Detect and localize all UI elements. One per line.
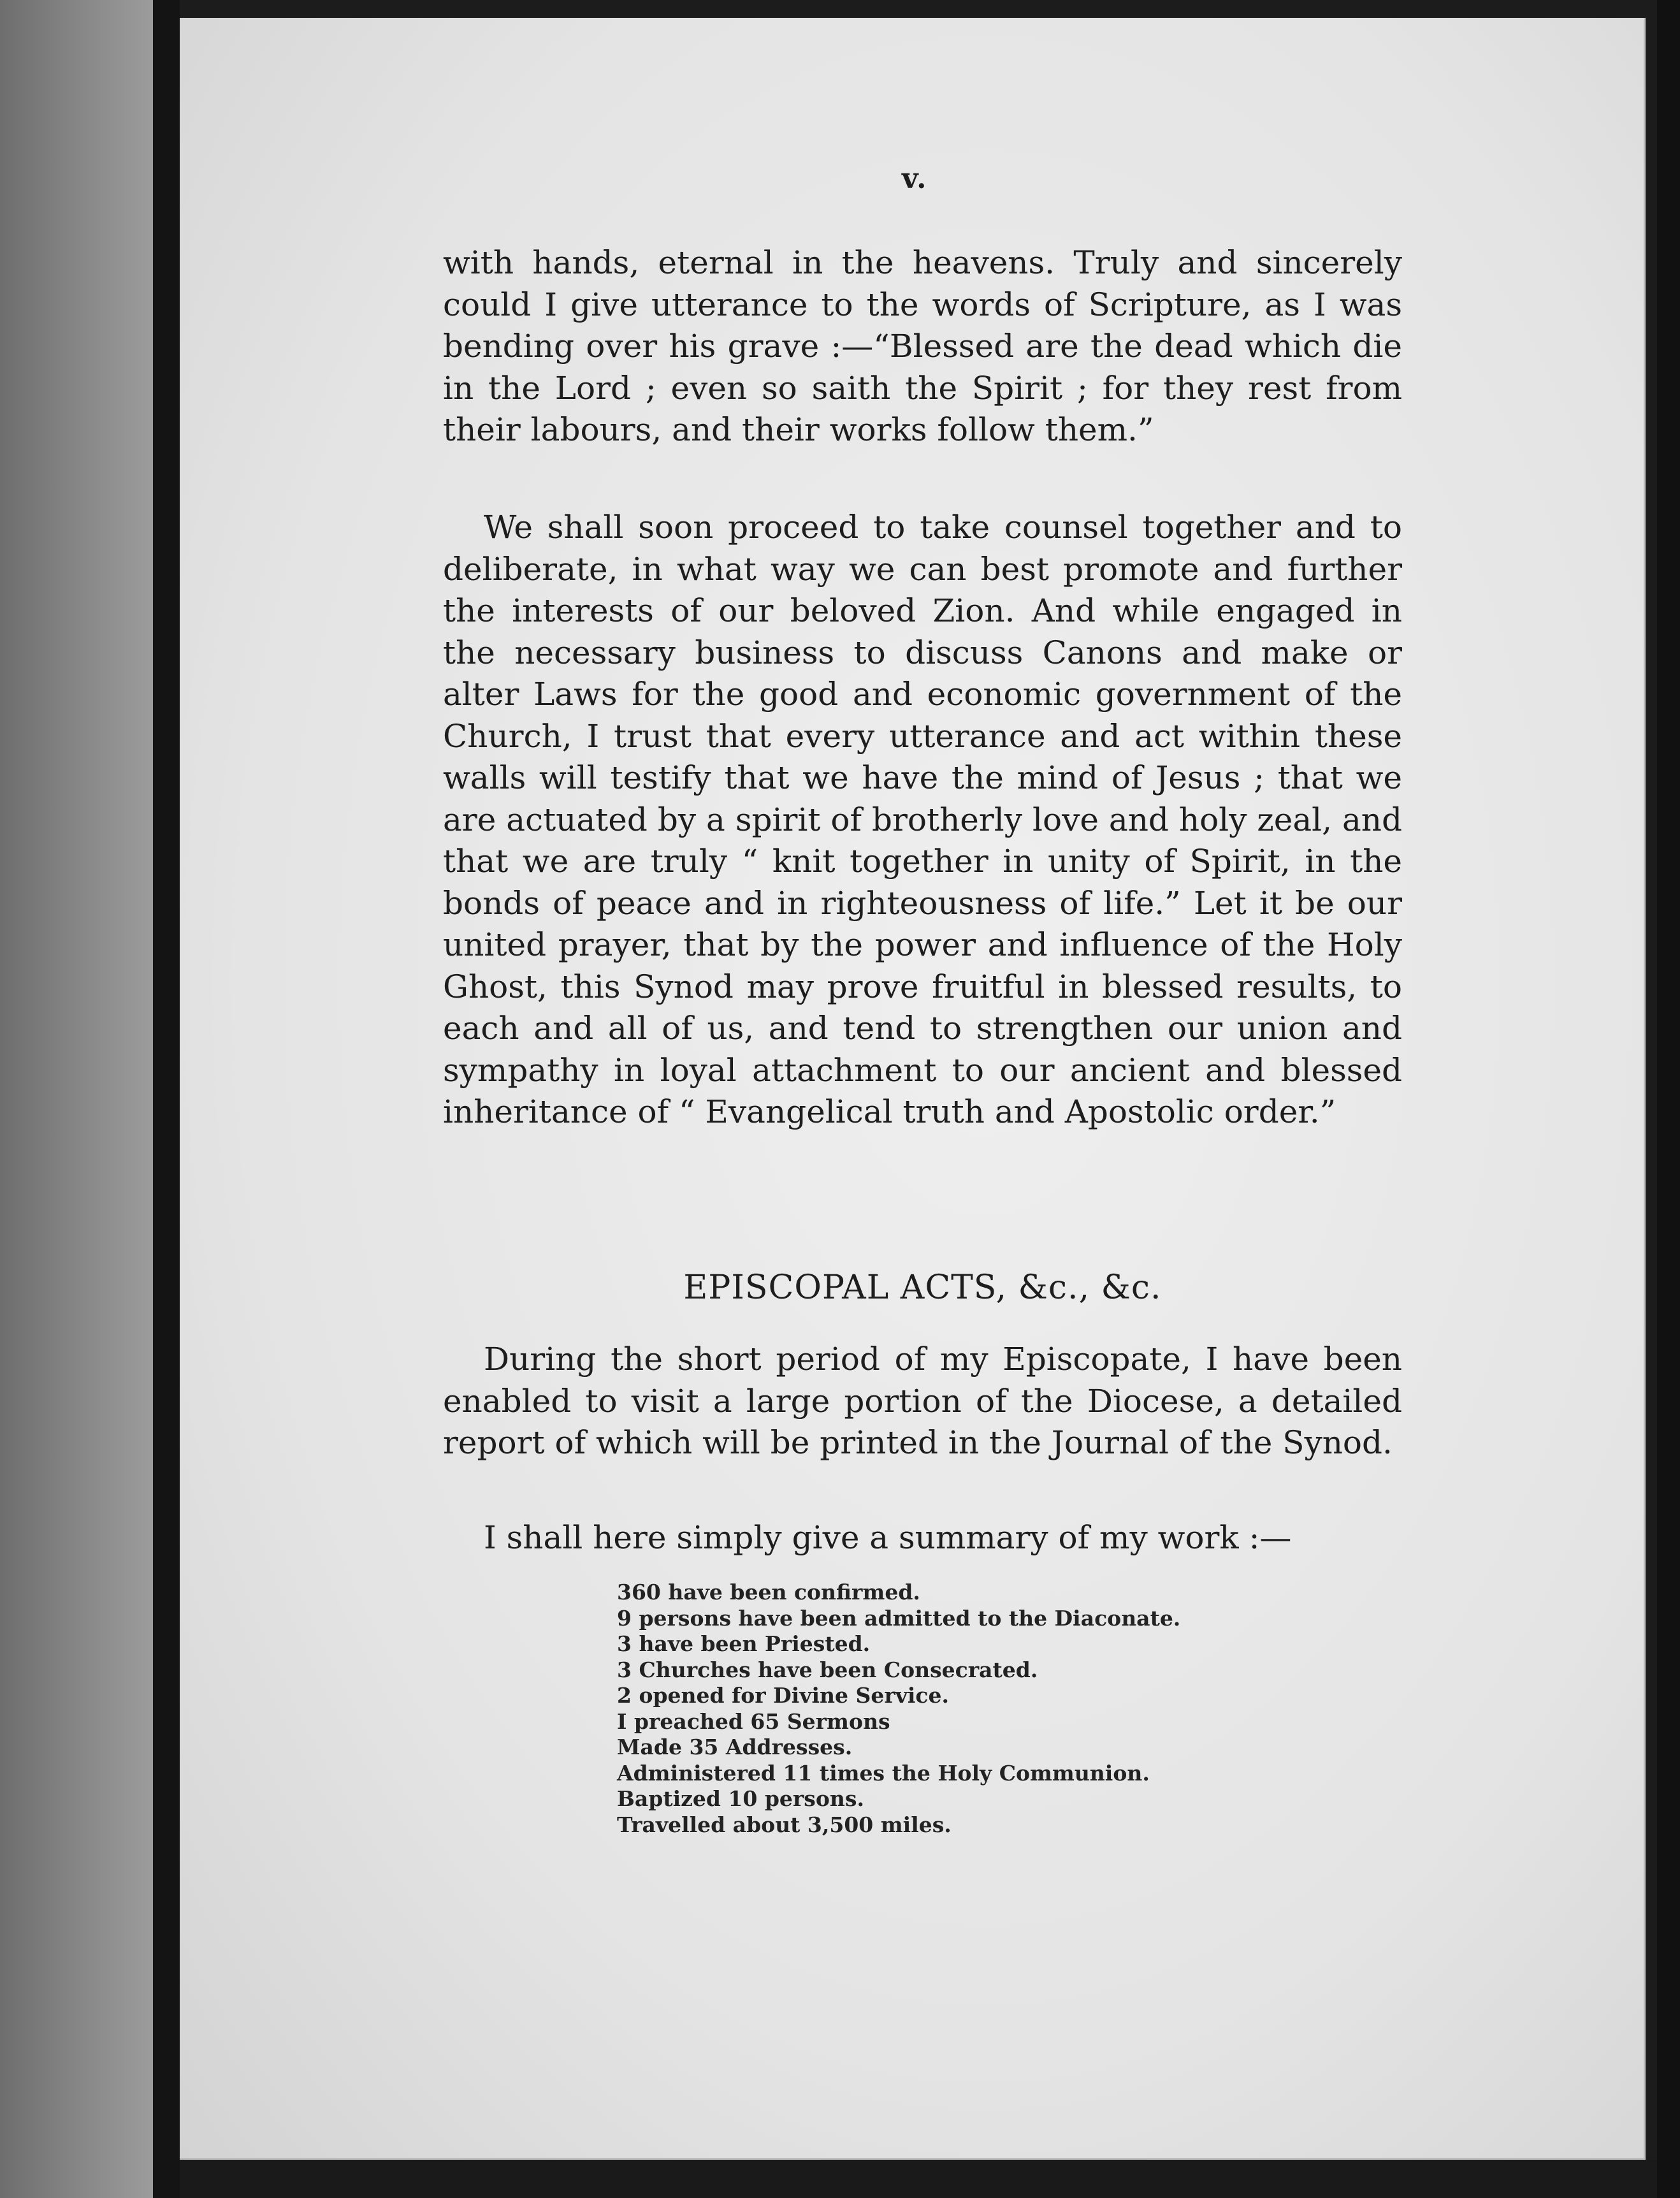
- body-paragraph: I shall here simply give a summary of my work :—: [484, 1519, 1292, 1556]
- list-item: 9 persons have been admitted to the Diaconate.: [617, 1605, 1181, 1631]
- list-item: 360 have been confirmed.: [617, 1580, 920, 1605]
- body-paragraph: with hands, eternal in the heavens. Truly and sincerely could I give utterance to the words of Scripture, as I was bending over his grave :—“Blessed are the dead which die in the Lord ; even so saith the Spirit ; for they rest from their labours, and their works follow them.”: [443, 244, 1402, 448]
- list-item: Made 35 Addresses.: [617, 1735, 853, 1759]
- scan-border-bottom: [180, 2160, 1657, 2198]
- list-item: Travelled about 3,500 miles.: [617, 1812, 952, 1837]
- body-paragraph: During the short period of my Episcopate, I have been enabled to visit a large portion of the Diocese, a detailed report of which will be printed in the Journal of the Synod.: [443, 1341, 1402, 1461]
- list-item: Administered 11 times the Holy Communion.: [617, 1760, 1150, 1786]
- section-heading: EPISCOPAL ACTS, &c., &c.: [683, 1269, 1162, 1307]
- summary-list: [617, 1580, 1180, 1838]
- list-item: 2 opened for Divine Service.: [617, 1683, 950, 1708]
- list-item: 3 have been Priested.: [617, 1631, 871, 1656]
- list-item: I preached 65 Sermons: [617, 1708, 890, 1734]
- book-gutter: [153, 0, 180, 2198]
- list-item: Baptized 10 persons.: [617, 1786, 864, 1811]
- list-item: 3 Churches have been Consecrated.: [617, 1657, 1038, 1682]
- body-paragraph: We shall soon proceed to take counsel together and to deliberate, in what way we can best promote and further the interests of our beloved Zion. And while engaged in the necessary business to discuss Canons and make or alter Laws for the good and economic government of the Church, I trust that every utterance and act within these walls will testify that we have the mind of Jesus ; that we are actuated by a spirit of brotherly love and holy zeal, and that we are truly “ knit together in unity of Spirit, in the bonds of peace and in righteousness of life.” Let it be our united prayer, that by the power and influence of the Holy Ghost, this Synod may prove fruitful in blessed results, to each and all of us, and tend to strengthen our union and sympathy in loyal attachment to our ancient and blessed inheritance of “ Evangelical truth and Apostolic order.”: [443, 509, 1402, 1130]
- adjacent-page-edge: [0, 0, 153, 2198]
- page-number: v.: [902, 163, 928, 195]
- scan-border-right: [1657, 0, 1680, 2198]
